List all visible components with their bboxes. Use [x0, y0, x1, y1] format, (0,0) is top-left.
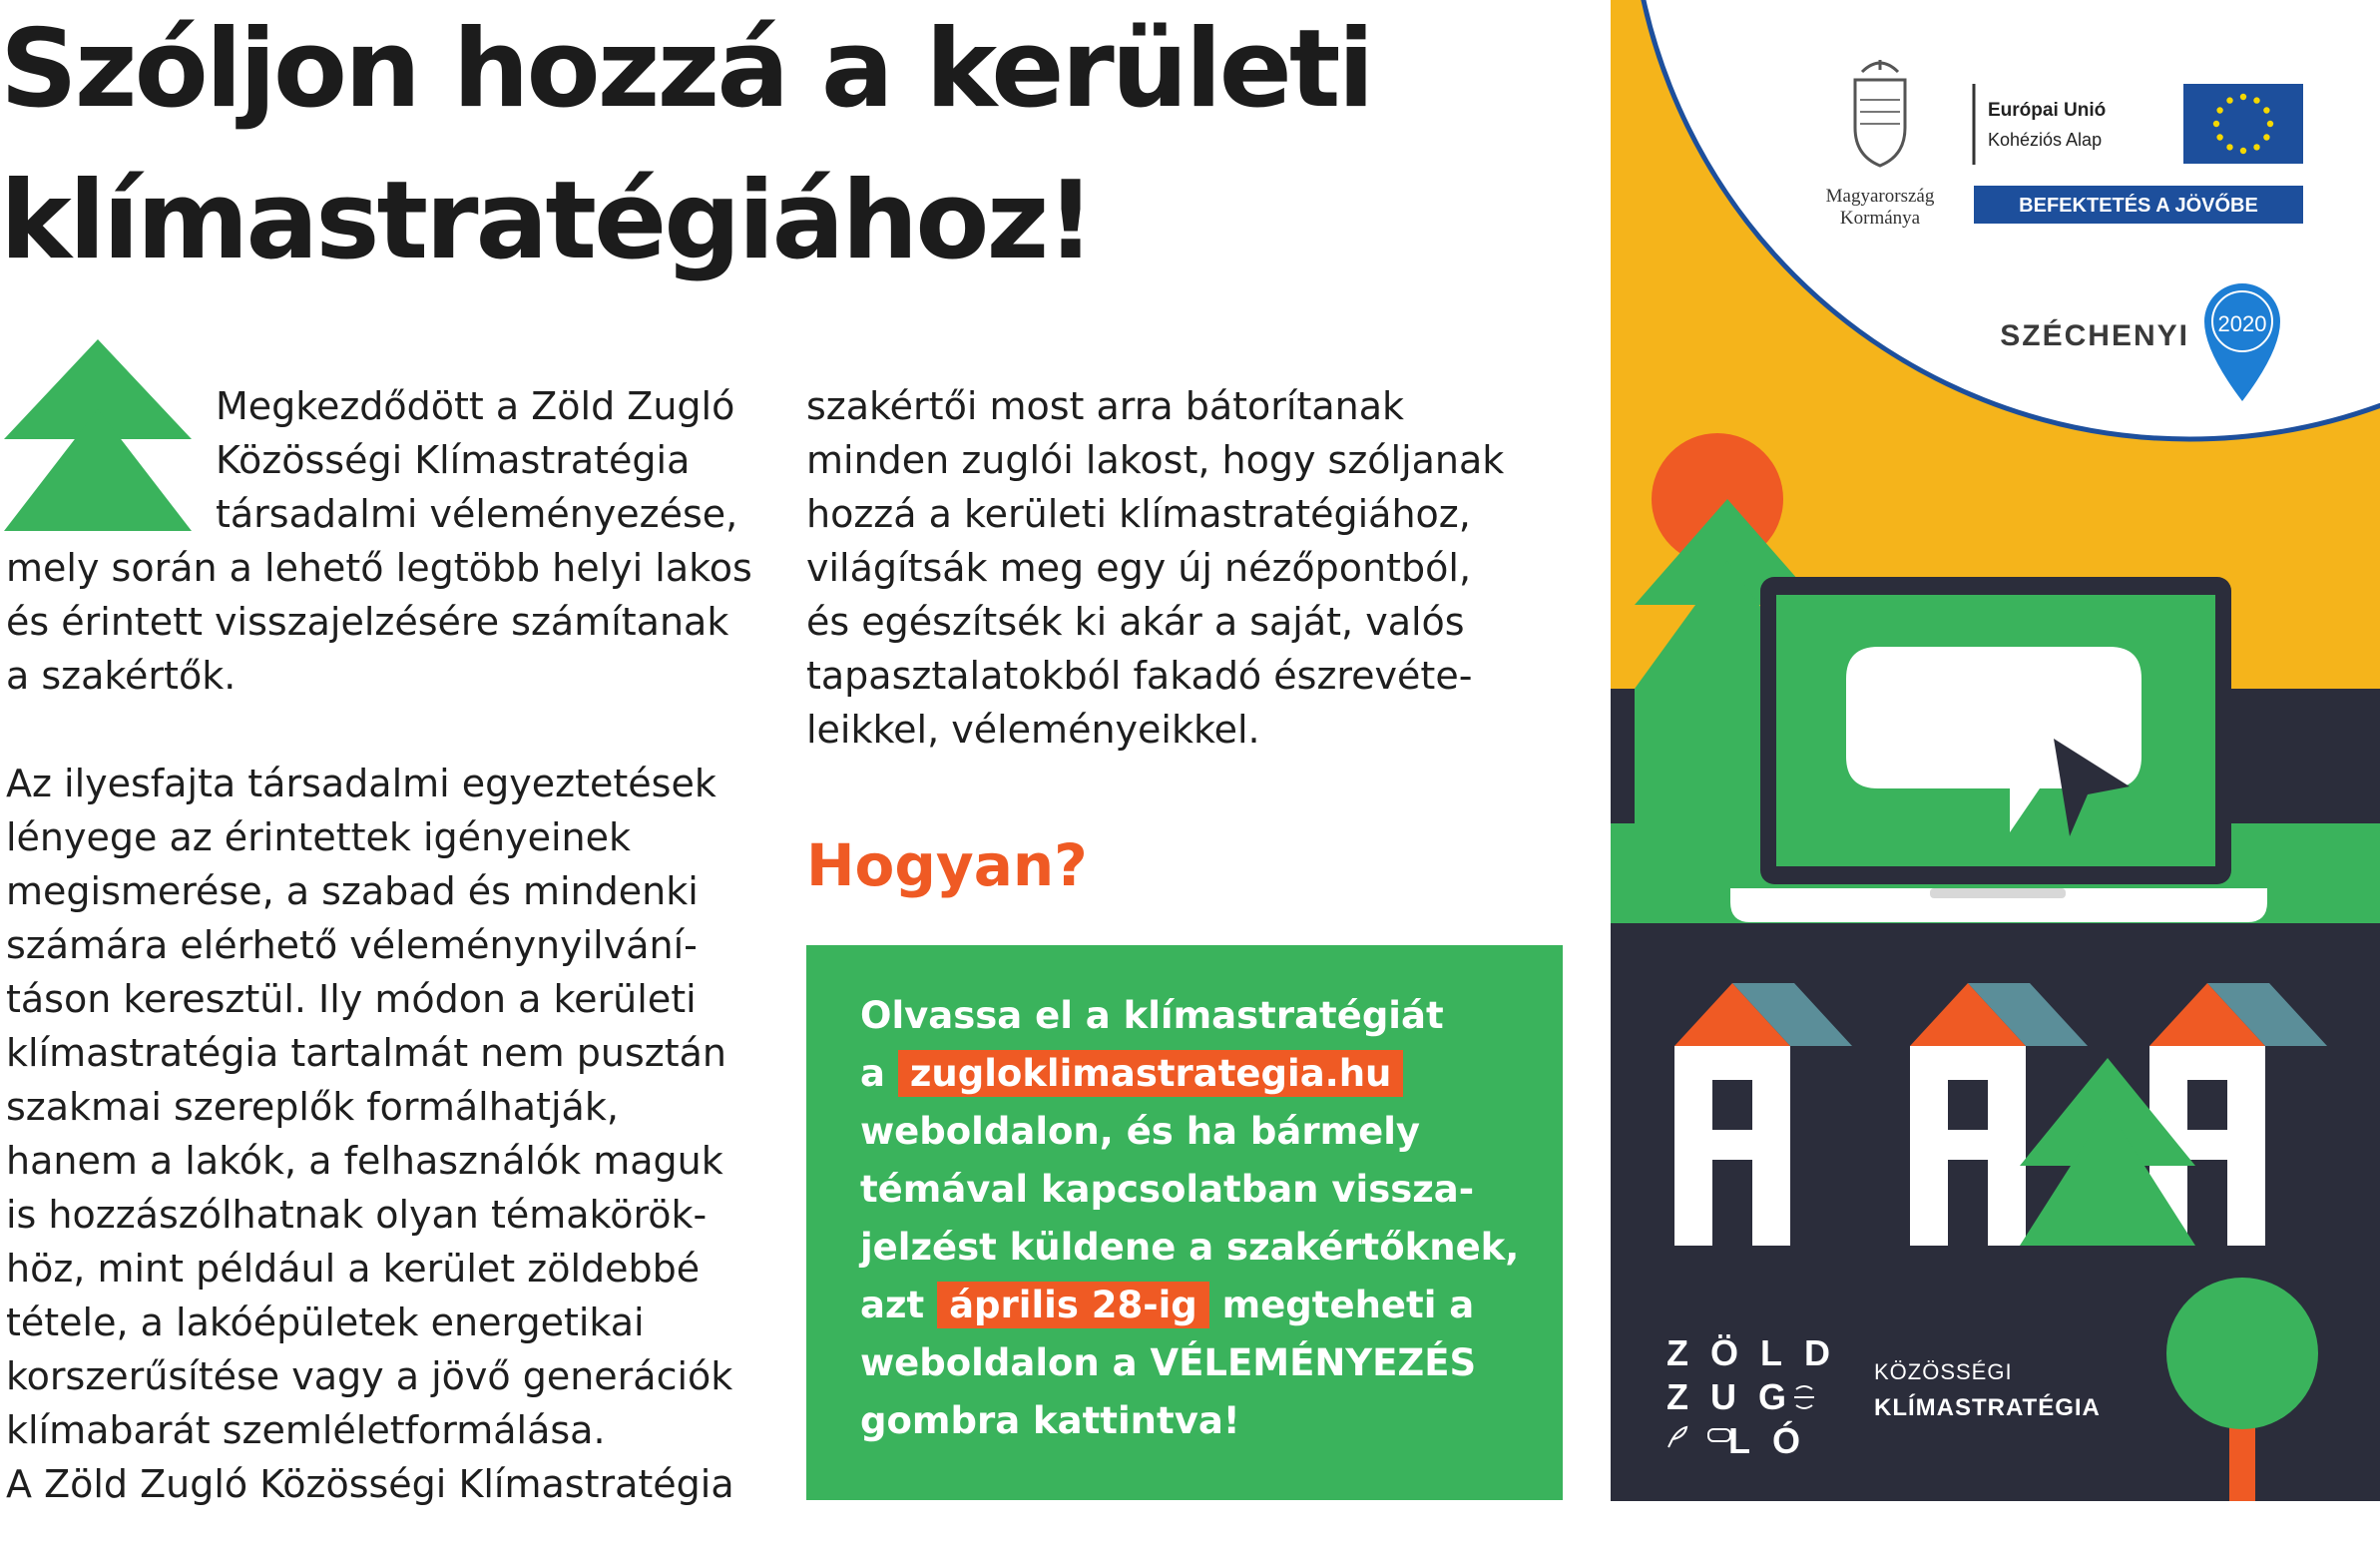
- intro-line: társadalmi véleményezése,: [216, 492, 738, 536]
- eu-star: [2216, 134, 2222, 140]
- eu-star: [2240, 94, 2246, 100]
- paragraph-line: lényege az érintettek igényeinek: [6, 815, 631, 859]
- wordmark-line: LÓ: [1728, 1420, 1822, 1461]
- eu-star: [2267, 121, 2273, 127]
- brand-subtitle-1: KÖZÖSSÉGI: [1874, 1359, 2013, 1384]
- intro-line: Közösségi Klímastratégia: [216, 438, 691, 482]
- paragraph-line: táson keresztül. Ily módon a kerületi: [6, 977, 697, 1021]
- poster-illustration: [1611, 0, 2380, 1501]
- paragraph-line: tétele, a lakóépületek energetikai: [6, 1300, 645, 1344]
- paragraph-line: Az ilyesfajta társadalmi egyeztetések: [6, 762, 716, 805]
- text-column-right: [806, 379, 1565, 757]
- paragraph-line: tapasztalatokból fakadó észrevéte-: [806, 654, 1473, 698]
- headline-line-1: Szóljon hozzá a kerületi: [0, 7, 1372, 132]
- paragraph-line: és érintett visszajelzésére számítanak: [6, 600, 729, 644]
- szechenyi-text: SZÉCHENYI: [2000, 319, 2189, 352]
- houses-illustration: [1674, 983, 2327, 1246]
- website-link[interactable]: zugloklimastrategia.hu: [898, 1050, 1404, 1097]
- paragraph-line: a szakértők.: [6, 654, 237, 698]
- eu-name: Európai Unió: [1988, 100, 2107, 121]
- government-name-line-1: Magyarország: [1825, 186, 1935, 207]
- wordmark-line: ZUG: [1666, 1376, 1808, 1417]
- paragraph-line: megismerése, a szabad és mindenki: [6, 869, 699, 913]
- brand-subtitle-2: KLÍMASTRATÉGIA: [1874, 1394, 2101, 1421]
- cta-line: jelzést küldene a szakértőknek,: [860, 1226, 1520, 1269]
- eu-star: [2226, 97, 2232, 103]
- paragraph-line: höz, mint például a kerület zöldebbé: [6, 1247, 701, 1291]
- eu-star: [2240, 148, 2246, 154]
- page-headline: [0, 0, 1577, 297]
- szechenyi-year: 2020: [2217, 311, 2267, 336]
- paragraph-line: hozzá a kerületi klímastratégiához,: [806, 492, 1471, 536]
- cta-line: témával kapcsolatban vissza-: [860, 1168, 1475, 1211]
- poster-illustration-svg: [1611, 0, 2380, 1501]
- paragraph-line: klímabarát szemléletformálása.: [6, 1408, 606, 1452]
- government-name-line-2: Kormánya: [1839, 208, 1921, 229]
- intro-line: Megkezdődött a Zöld Zugló: [216, 384, 735, 428]
- wordmark-line: ZÖLD: [1666, 1332, 1852, 1373]
- paragraph-line: szakértői most arra bátorítanak: [806, 384, 1405, 428]
- cta-text: megteheti a: [1221, 1284, 1475, 1326]
- cta-line: Olvassa el a klímastratégiát: [860, 994, 1444, 1037]
- cta-line: [860, 1045, 1539, 1103]
- paragraph-line: mely során a lehető legtöbb helyi lakos: [6, 546, 752, 590]
- cta-line: [860, 1277, 1539, 1334]
- eu-star: [2263, 107, 2269, 113]
- cta-text: azt: [860, 1284, 925, 1326]
- eu-star: [2253, 144, 2259, 150]
- eu-star: [2216, 107, 2222, 113]
- cta-line: gombra kattintva!: [860, 1399, 1240, 1442]
- paragraph-line: szakmai szereplők formálhatják,: [6, 1085, 619, 1129]
- call-to-action-text: [860, 987, 1539, 1450]
- paragraph-line: világítsák meg egy új nézőpontból,: [806, 546, 1472, 590]
- eu-star: [2253, 97, 2259, 103]
- paragraph-line: leikkel, véleményeikkel.: [806, 708, 1260, 752]
- invest-banner-text: BEFEKTETÉS A JÖVŐBE: [2019, 195, 2258, 217]
- cta-line: weboldalon, és ha bármely: [860, 1110, 1421, 1153]
- cta-line: weboldalon a VÉLEMÉNYEZÉS: [860, 1341, 1477, 1384]
- eu-star: [2213, 121, 2219, 127]
- eu-star: [2226, 144, 2232, 150]
- paragraph-line: hanem a lakók, a felhasználók maguk: [6, 1139, 723, 1183]
- paragraph-line: minden zuglói lakost, hogy szóljanak: [806, 438, 1505, 482]
- headline-line-2: klímastratégiához!: [0, 159, 1093, 283]
- eu-fund: Kohéziós Alap: [1988, 130, 2103, 150]
- paragraph-line: számára elérhető véleménynyilvání-: [6, 923, 698, 967]
- paragraph-line: A Zöld Zugló Közösségi Klímastratégia: [6, 1462, 734, 1506]
- paragraph-line: is hozzászólhatnak olyan témakörök-: [6, 1193, 708, 1237]
- text-column-left: [6, 379, 764, 1511]
- cta-text: a: [860, 1052, 885, 1095]
- eu-star: [2263, 134, 2269, 140]
- call-to-action-box: [806, 945, 1563, 1500]
- paragraph-line: és egészítsék ki akár a saját, valós: [806, 600, 1465, 644]
- paragraph-line: korszerűsítése vagy a jövő generációk: [6, 1354, 733, 1398]
- deadline-highlight: április 28-ig: [937, 1282, 1209, 1328]
- section-subheading: Hogyan?: [806, 831, 1088, 899]
- paragraph-line: klímastratégia tartalmát nem pusztán: [6, 1031, 726, 1075]
